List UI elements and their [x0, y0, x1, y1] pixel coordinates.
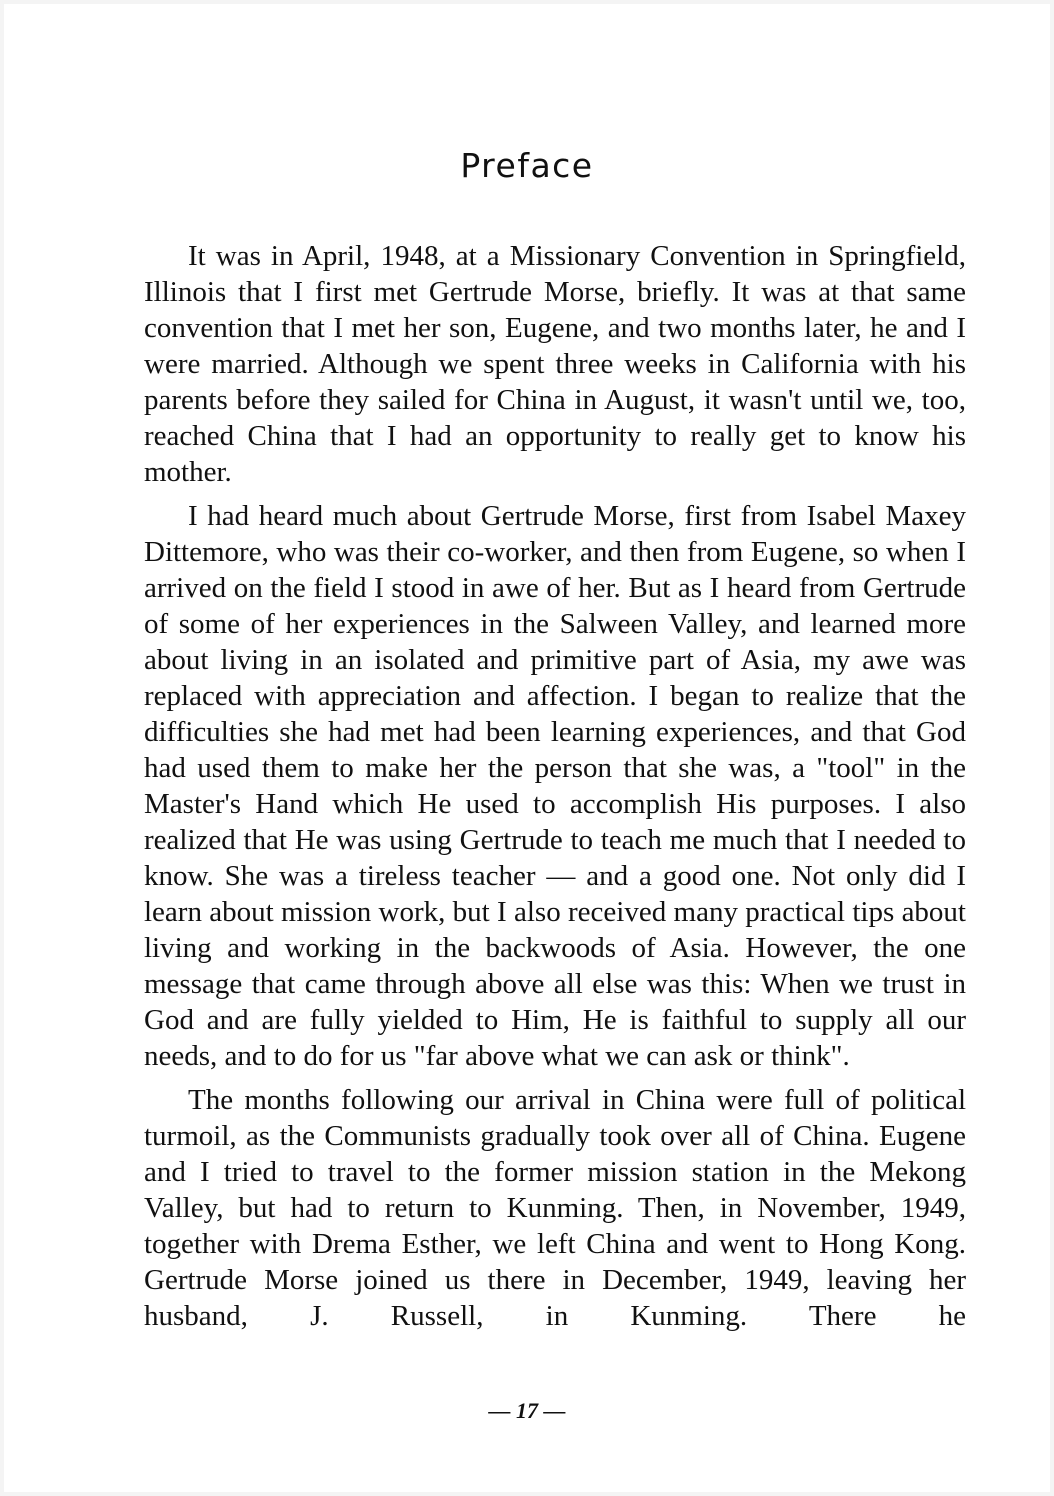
body-text [144, 238, 966, 1334]
book-page [4, 4, 1050, 1492]
page-number: — 17 — [488, 1398, 566, 1423]
paragraph-2: I had heard much about Gertrude Morse, first from Isabel Maxey Dittemore, who was their co-worker, and then from Eugene, so when I arrived on the field I stood in awe of her. But as I heard from Gertrude of some of her experiences in the Salween Valley, and learned more about living in an isolated and primitive part of Asia, my awe was replaced with appreciation and affection. I began to realize that the difficulties she had met had been learning experiences, and that God had used them to make her the person that she was, a "tool" in the Master's Hand which He used to accomplish His purposes. I also realized that He was using Gertrude to teach me much that I needed to know. She was a tireless teacher — and a good one. Not only did I learn about mission work, but I also received many practical tips about living and working in the backwoods of Asia. However, the one message that came through above all else was this: When we trust in God and are fully yielded to Him, He is faithful to supply all our needs, and to do for us "far above what we can ask or think". [144, 500, 966, 1072]
page-title: Preface [460, 146, 594, 185]
paragraph-3: The months following our arrival in China were full of political turmoil, as the Communists gradually took over all of China. Eugene and I tried to travel to the former mission station in the Mekong Valley, but had to return to Kunming. Then, in November, 1949, together with Drema Esther, we left China and went to Hong Kong. Gertrude Morse joined us there in December, 1949, leaving her husband, J. Russell, in Kunming. There he [144, 1084, 966, 1332]
paragraph-1: It was in April, 1948, at a Missionary Convention in Springfield, Illinois that I first met Gertrude Morse, briefly. It was at that same convention that I met her son, Eugene, and two months later, he and I were married. Although we spent three weeks in California with his parents before they sailed for China in August, it wasn't until we, too, reached China that I had an opportunity to really get to know his mother. [144, 240, 966, 488]
